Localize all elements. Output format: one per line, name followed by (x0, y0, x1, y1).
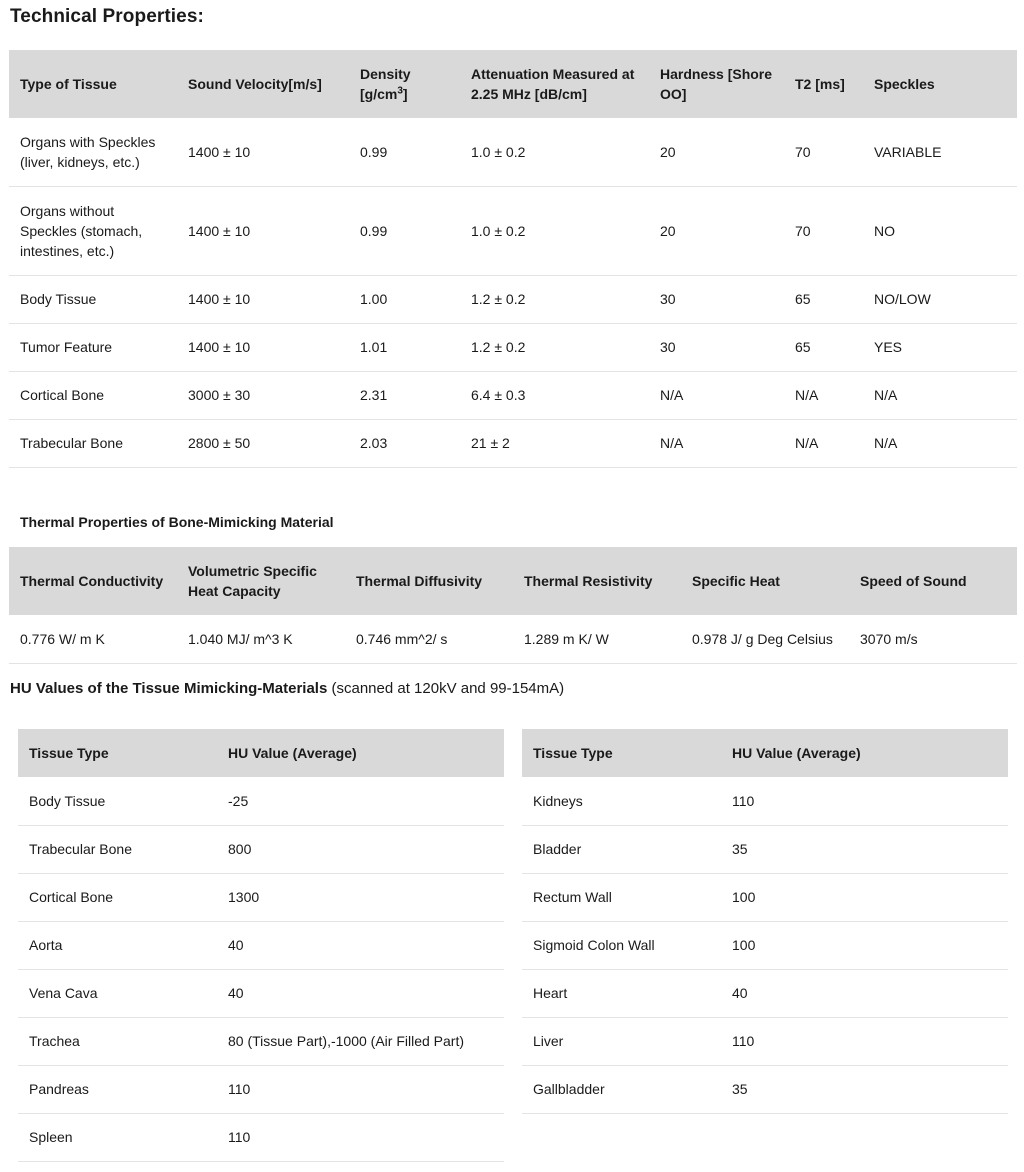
cell-velocity: 3000 ± 30 (177, 371, 349, 419)
cell-tissue-type: Heart (522, 969, 721, 1017)
column-header-conductivity: Thermal Conductivity (9, 547, 177, 615)
column-header-heat-capacity: Volumetric Specific Heat Capacity (177, 547, 345, 615)
table-row (522, 825, 1008, 873)
column-header-sound-speed: Speed of Sound (849, 547, 1017, 615)
column-header-resistivity: Thermal Resistivity (513, 547, 681, 615)
cell-hu-value: 100 (721, 873, 1008, 921)
cell-hu-value: 80 (Tissue Part),-1000 (Air Filled Part) (217, 1017, 504, 1065)
table-row (522, 873, 1008, 921)
column-header-diffusivity: Thermal Diffusivity (345, 547, 513, 615)
cell-heat-capacity: 1.040 MJ/ m^3 K (177, 615, 345, 663)
cell-tissue-type: Trabecular Bone (18, 825, 217, 873)
cell-density: 1.00 (349, 275, 460, 323)
column-header-attenuation: Attenuation Measured at 2.25 MHz [dB/cm] (460, 50, 649, 118)
cell-attenuation: 1.2 ± 0.2 (460, 275, 649, 323)
hu-title-note: (scanned at 120kV and 99-154mA) (327, 680, 565, 697)
cell-hu-value: 110 (721, 777, 1008, 825)
cell-velocity: 2800 ± 50 (177, 419, 349, 467)
table-row (9, 186, 1017, 275)
cell-t2: 70 (784, 186, 863, 275)
cell-attenuation: 1.2 ± 0.2 (460, 323, 649, 371)
thermal-section-title: Thermal Properties of Bone-Mimicking Material (20, 514, 334, 530)
table-row (9, 323, 1017, 371)
cell-tissue: Trabecular Bone (9, 419, 177, 467)
table-row (9, 371, 1017, 419)
table-row (9, 419, 1017, 467)
cell-hu-value: 1300 (217, 873, 504, 921)
cell-attenuation: 21 ± 2 (460, 419, 649, 467)
cell-hu-value: -25 (217, 777, 504, 825)
cell-velocity: 1400 ± 10 (177, 275, 349, 323)
thermal-properties-table (9, 547, 1017, 664)
cell-speckles: NO (863, 186, 1017, 275)
cell-tissue: Tumor Feature (9, 323, 177, 371)
cell-tissue-type: Gallbladder (522, 1065, 721, 1113)
cell-hu-value: 110 (721, 1017, 1008, 1065)
column-header-hardness: Hardness [Shore OO] (649, 50, 784, 118)
cell-t2: N/A (784, 371, 863, 419)
table-row (522, 921, 1008, 969)
cell-tissue-type: Cortical Bone (18, 873, 217, 921)
cell-hu-value: 40 (217, 969, 504, 1017)
cell-diffusivity: 0.746 mm^2/ s (345, 615, 513, 663)
column-header-speckles: Speckles (863, 50, 1017, 118)
cell-speckles: N/A (863, 419, 1017, 467)
cell-tissue-type: Liver (522, 1017, 721, 1065)
table-row (18, 1017, 504, 1065)
table-row (18, 873, 504, 921)
cell-hu-value: 40 (217, 921, 504, 969)
cell-hu-value: 110 (217, 1113, 504, 1161)
column-header-velocity: Sound Velocity[m/s] (177, 50, 349, 118)
cell-t2: 65 (784, 323, 863, 371)
cell-attenuation: 1.0 ± 0.2 (460, 118, 649, 186)
cell-velocity: 1400 ± 10 (177, 118, 349, 186)
cell-hu-value: 35 (721, 1065, 1008, 1113)
cell-tissue-type: Trachea (18, 1017, 217, 1065)
table-row (9, 118, 1017, 186)
cell-t2: 70 (784, 118, 863, 186)
cell-specific-heat: 0.978 J/ g Deg Celsius (681, 615, 849, 663)
table-header-row (18, 729, 504, 777)
table-row (18, 969, 504, 1017)
cell-hardness: 30 (649, 323, 784, 371)
table-header-row (9, 50, 1017, 118)
cell-tissue-type: Rectum Wall (522, 873, 721, 921)
cell-t2: 65 (784, 275, 863, 323)
cell-sound-speed: 3070 m/s (849, 615, 1017, 663)
cell-hardness: 20 (649, 186, 784, 275)
cell-hu-value: 40 (721, 969, 1008, 1017)
cell-hu-value: 110 (217, 1065, 504, 1113)
cell-hu-value: 800 (217, 825, 504, 873)
column-header-hu-value: HU Value (Average) (721, 729, 1008, 777)
column-header-density: Density $[g/cm^3]$ (349, 50, 460, 118)
column-header-specific-heat: Specific Heat (681, 547, 849, 615)
column-header-t2: T2 [ms] (784, 50, 863, 118)
cell-tissue-type: Aorta (18, 921, 217, 969)
cell-tissue-type: Kidneys (522, 777, 721, 825)
column-header-tissue-type: Tissue Type (522, 729, 721, 777)
table-header-row (9, 547, 1017, 615)
cell-hardness: N/A (649, 419, 784, 467)
cell-tissue-type: Pandreas (18, 1065, 217, 1113)
cell-speckles: N/A (863, 371, 1017, 419)
table-row (9, 275, 1017, 323)
cell-hardness: 20 (649, 118, 784, 186)
table-row (9, 615, 1017, 663)
cell-attenuation: 6.4 ± 0.3 (460, 371, 649, 419)
cell-density: 2.31 (349, 371, 460, 419)
cell-density: 1.01 (349, 323, 460, 371)
cell-attenuation: 1.0 ± 0.2 (460, 186, 649, 275)
cell-tissue-type: Body Tissue (18, 777, 217, 825)
cell-tissue-type: Sigmoid Colon Wall (522, 921, 721, 969)
table-row (522, 1017, 1008, 1065)
cell-velocity: 1400 ± 10 (177, 323, 349, 371)
table-row (18, 777, 504, 825)
table-row (522, 777, 1008, 825)
cell-speckles: NO/LOW (863, 275, 1017, 323)
cell-speckles: VARIABLE (863, 118, 1017, 186)
cell-tissue: Organs with Speckles (liver, kidneys, etc.) (9, 118, 177, 186)
cell-resistivity: 1.289 m K/ W (513, 615, 681, 663)
hu-title-bold: HU Values of the Tissue Mimicking-Materials (10, 680, 328, 697)
cell-tissue: Body Tissue (9, 275, 177, 323)
cell-velocity: 1400 ± 10 (177, 186, 349, 275)
cell-conductivity: 0.776 W/ m K (9, 615, 177, 663)
table-row (18, 1065, 504, 1113)
column-header-hu-value: HU Value (Average) (217, 729, 504, 777)
cell-hu-value: 35 (721, 825, 1008, 873)
cell-hardness: 30 (649, 275, 784, 323)
cell-tissue-type: Vena Cava (18, 969, 217, 1017)
table-row (522, 1065, 1008, 1113)
hu-values-table-right (522, 729, 1008, 1114)
cell-tissue-type: Bladder (522, 825, 721, 873)
page-title: Technical Properties: (10, 6, 204, 27)
column-header-tissue: Type of Tissue (9, 50, 177, 118)
table-row (522, 969, 1008, 1017)
table-row (18, 825, 504, 873)
cell-density: 2.03 (349, 419, 460, 467)
cell-t2: N/A (784, 419, 863, 467)
hu-values-table-left (18, 729, 504, 1162)
hu-section-title (10, 680, 564, 697)
cell-hardness: N/A (649, 371, 784, 419)
table-row (18, 921, 504, 969)
table-header-row (522, 729, 1008, 777)
table-row (18, 1113, 504, 1161)
cell-tissue: Organs without Speckles (stomach, intestines, etc.) (9, 186, 177, 275)
cell-density: 0.99 (349, 118, 460, 186)
cell-hu-value: 100 (721, 921, 1008, 969)
column-header-tissue-type: Tissue Type (18, 729, 217, 777)
cell-density: 0.99 (349, 186, 460, 275)
cell-tissue: Cortical Bone (9, 371, 177, 419)
cell-tissue-type: Spleen (18, 1113, 217, 1161)
technical-properties-table (9, 50, 1017, 468)
cell-speckles: YES (863, 323, 1017, 371)
